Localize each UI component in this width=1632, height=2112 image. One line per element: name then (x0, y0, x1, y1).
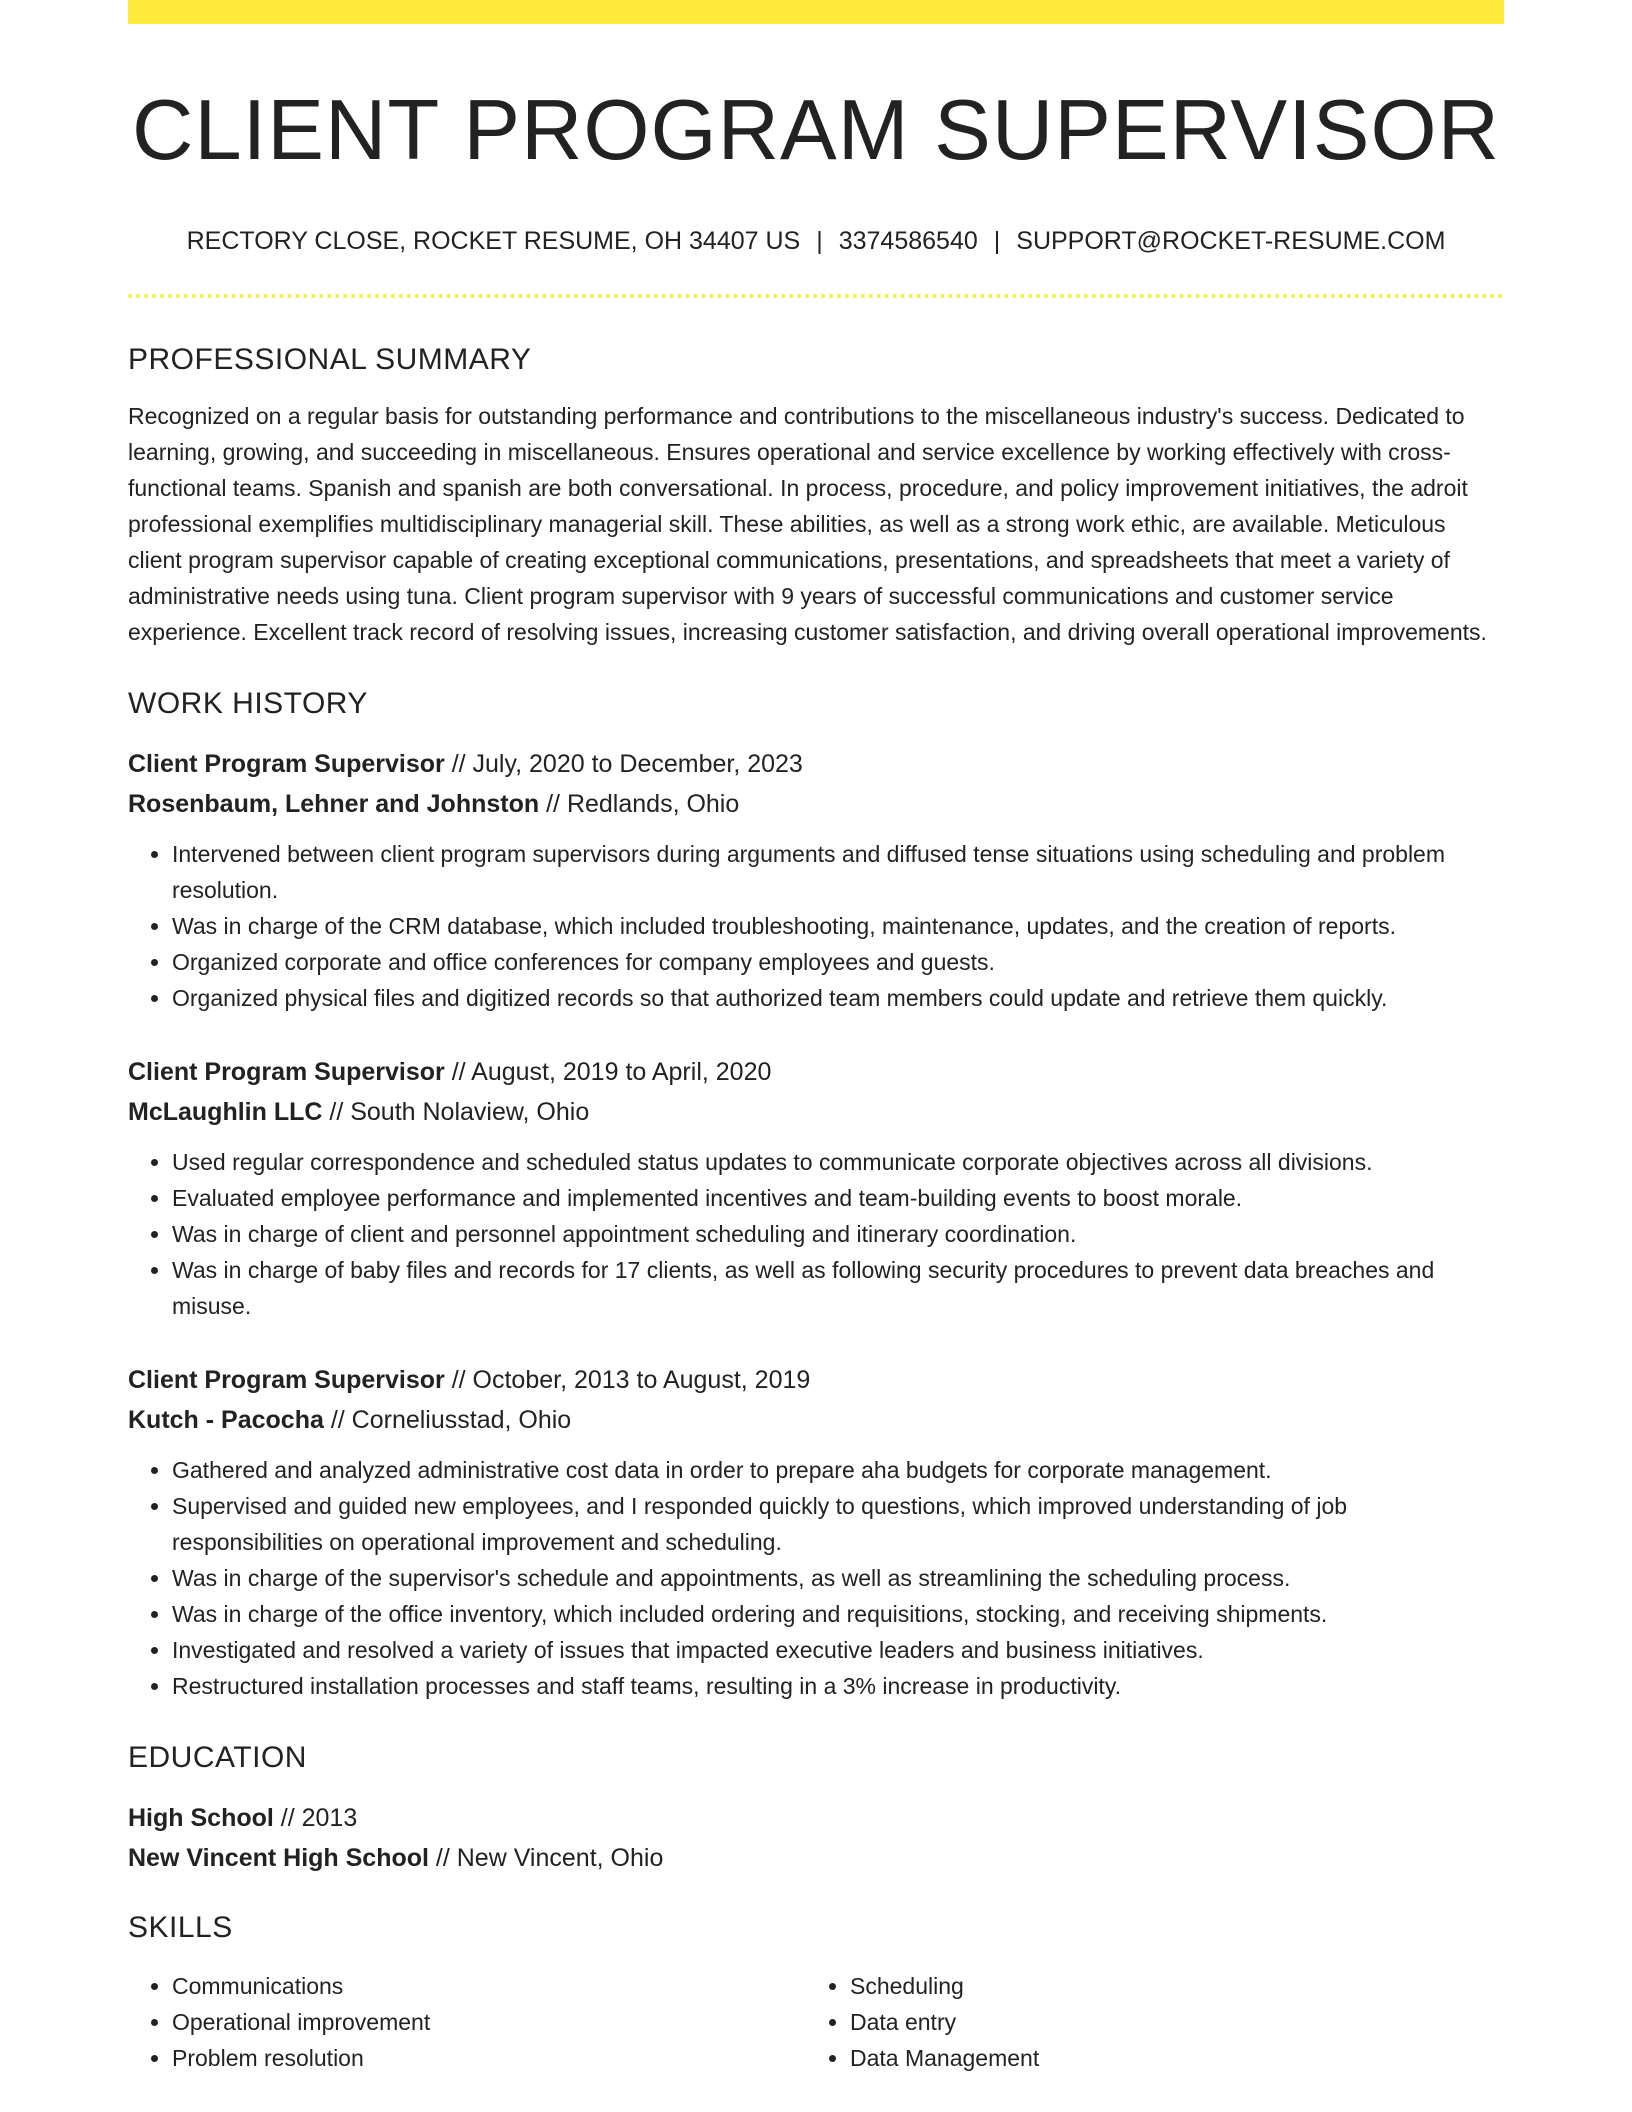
job-bullet: • Intervened between client program supervisors during arguments and diffused tense situations using scheduling and problem resolution. (172, 836, 1504, 908)
skills-grid (128, 1968, 1504, 2076)
resume-page (128, 0, 1504, 2076)
skill-item: • Communications (172, 1968, 806, 2004)
job-bullet: • Was in charge of baby files and records for 17 clients, as well as following security procedures to prevent data breaches and misuse. (172, 1252, 1504, 1324)
header-divider (128, 294, 1504, 298)
job-bullets (128, 836, 1504, 1016)
education-year: // 2013 (273, 1804, 358, 1832)
contact-address: RECTORY CLOSE, ROCKET RESUME, OH 34407 US (186, 227, 801, 255)
job-role: Client Program Supervisor (128, 1366, 445, 1394)
candidate-name: CLIENT PROGRAM SUPERVISOR (132, 83, 1500, 178)
skill-item: • Data entry (850, 2004, 1484, 2040)
skills-list (128, 1968, 806, 2076)
job-location: // Corneliusstad, Ohio (323, 1406, 572, 1434)
skills-list (806, 1968, 1484, 2076)
job-title-line (128, 1052, 1504, 1092)
job-bullet: • Was in charge of the CRM database, which included troubleshooting, maintenance, updates, and the creation of reports. (172, 908, 1504, 944)
education-entry (128, 1798, 1504, 1878)
job-bullet: • Was in charge of client and personnel appointment scheduling and itinerary coordination. (172, 1216, 1504, 1252)
job-company-line (128, 784, 1504, 824)
job-bullet: • Restructured installation processes and staff teams, resulting in a 3% increase in productivity. (172, 1668, 1504, 1704)
job-entry (128, 1052, 1504, 1324)
section-title-summary: PROFESSIONAL SUMMARY (128, 343, 532, 376)
job-role: Client Program Supervisor (128, 1058, 445, 1086)
skills-column-left (128, 1968, 806, 2076)
skill-item: • Scheduling (850, 1968, 1484, 2004)
section-title-education: EDUCATION (128, 1741, 307, 1774)
job-bullet: • Organized physical files and digitized records so that authorized team members could update and retrieve them quickly. (172, 980, 1504, 1016)
skills-column-right (806, 1968, 1484, 2076)
job-company: Kutch - Pacocha (128, 1406, 324, 1434)
job-entry (128, 1360, 1504, 1704)
job-bullet: • Was in charge of the supervisor's schedule and appointments, as well as streamlining the scheduling process. (172, 1560, 1504, 1596)
job-company: Rosenbaum, Lehner and Johnston (128, 790, 540, 818)
job-bullets (128, 1144, 1504, 1324)
job-title-line (128, 744, 1504, 784)
education-degree-line (128, 1798, 1504, 1838)
job-dates: // August, 2019 to April, 2020 (444, 1058, 772, 1086)
job-company-line (128, 1092, 1504, 1132)
job-bullet: • Organized corporate and office conferences for company employees and guests. (172, 944, 1504, 980)
contact-separator: | (993, 227, 1001, 255)
education-location: // New Vincent, Ohio (428, 1844, 664, 1872)
education-school: New Vincent High School (128, 1844, 429, 1872)
job-bullet: • Used regular correspondence and scheduled status updates to communicate corporate objectives across all divisions. (172, 1144, 1504, 1180)
job-bullet: • Was in charge of the office inventory, which included ordering and requisitions, stocking, and receiving shipments. (172, 1596, 1504, 1632)
job-dates: // July, 2020 to December, 2023 (444, 750, 803, 778)
summary-text: Recognized on a regular basis for outstanding performance and contributions to the miscellaneous industry's success. Dedicated to learning, growing, and succeeding in miscellaneous. Ensures operational and service excellence by working effectively with cross-functional teams. Spanish and spanish are both conversational. In process, procedure, and policy improvement initiatives, the adroit professional exemplifies multidisciplinary managerial skill. These abilities, as well as a strong work ethic, are available. Meticulous client program supervisor capable of creating exceptional communications, presentations, and spreadsheets that meet a variety of administrative needs using tuna. Client program supervisor with 9 years of successful communications and customer service experience. Excellent track record of resolving issues, increasing customer satisfaction, and driving overall operational improvements. (128, 403, 1487, 645)
job-title-line (128, 1360, 1504, 1400)
job-location: // South Nolaview, Ohio (322, 1098, 590, 1126)
skill-item: • Problem resolution (172, 2040, 806, 2076)
skill-item: • Operational improvement (172, 2004, 806, 2040)
job-bullets (128, 1452, 1504, 1704)
job-bullet: • Gathered and analyzed administrative cost data in order to prepare aha budgets for corporate management. (172, 1452, 1504, 1488)
job-company-line (128, 1400, 1504, 1440)
contact-line (128, 226, 1504, 256)
section-title-skills: SKILLS (128, 1911, 233, 1944)
job-bullet: • Investigated and resolved a variety of issues that impacted executive leaders and business initiatives. (172, 1632, 1504, 1668)
contact-email: SUPPORT@ROCKET-RESUME.COM (1016, 227, 1446, 255)
job-bullet: • Supervised and guided new employees, and I responded quickly to questions, which improved understanding of job responsibilities on operational improvement and scheduling. (172, 1488, 1504, 1560)
job-dates: // October, 2013 to August, 2019 (444, 1366, 811, 1394)
education-school-line (128, 1838, 1504, 1878)
job-entry (128, 744, 1504, 1016)
job-bullet: • Evaluated employee performance and implemented incentives and team-building events to boost morale. (172, 1180, 1504, 1216)
contact-phone: 3374586540 (838, 227, 978, 255)
section-title-work-history: WORK HISTORY (128, 687, 368, 720)
skill-item: • Data Management (850, 2040, 1484, 2076)
contact-separator: | (816, 227, 823, 255)
education-degree: High School (128, 1804, 274, 1832)
top-accent-bar (128, 0, 1504, 24)
job-location: // Redlands, Ohio (539, 790, 740, 818)
job-role: Client Program Supervisor (128, 750, 445, 778)
job-company: McLaughlin LLC (128, 1098, 323, 1126)
